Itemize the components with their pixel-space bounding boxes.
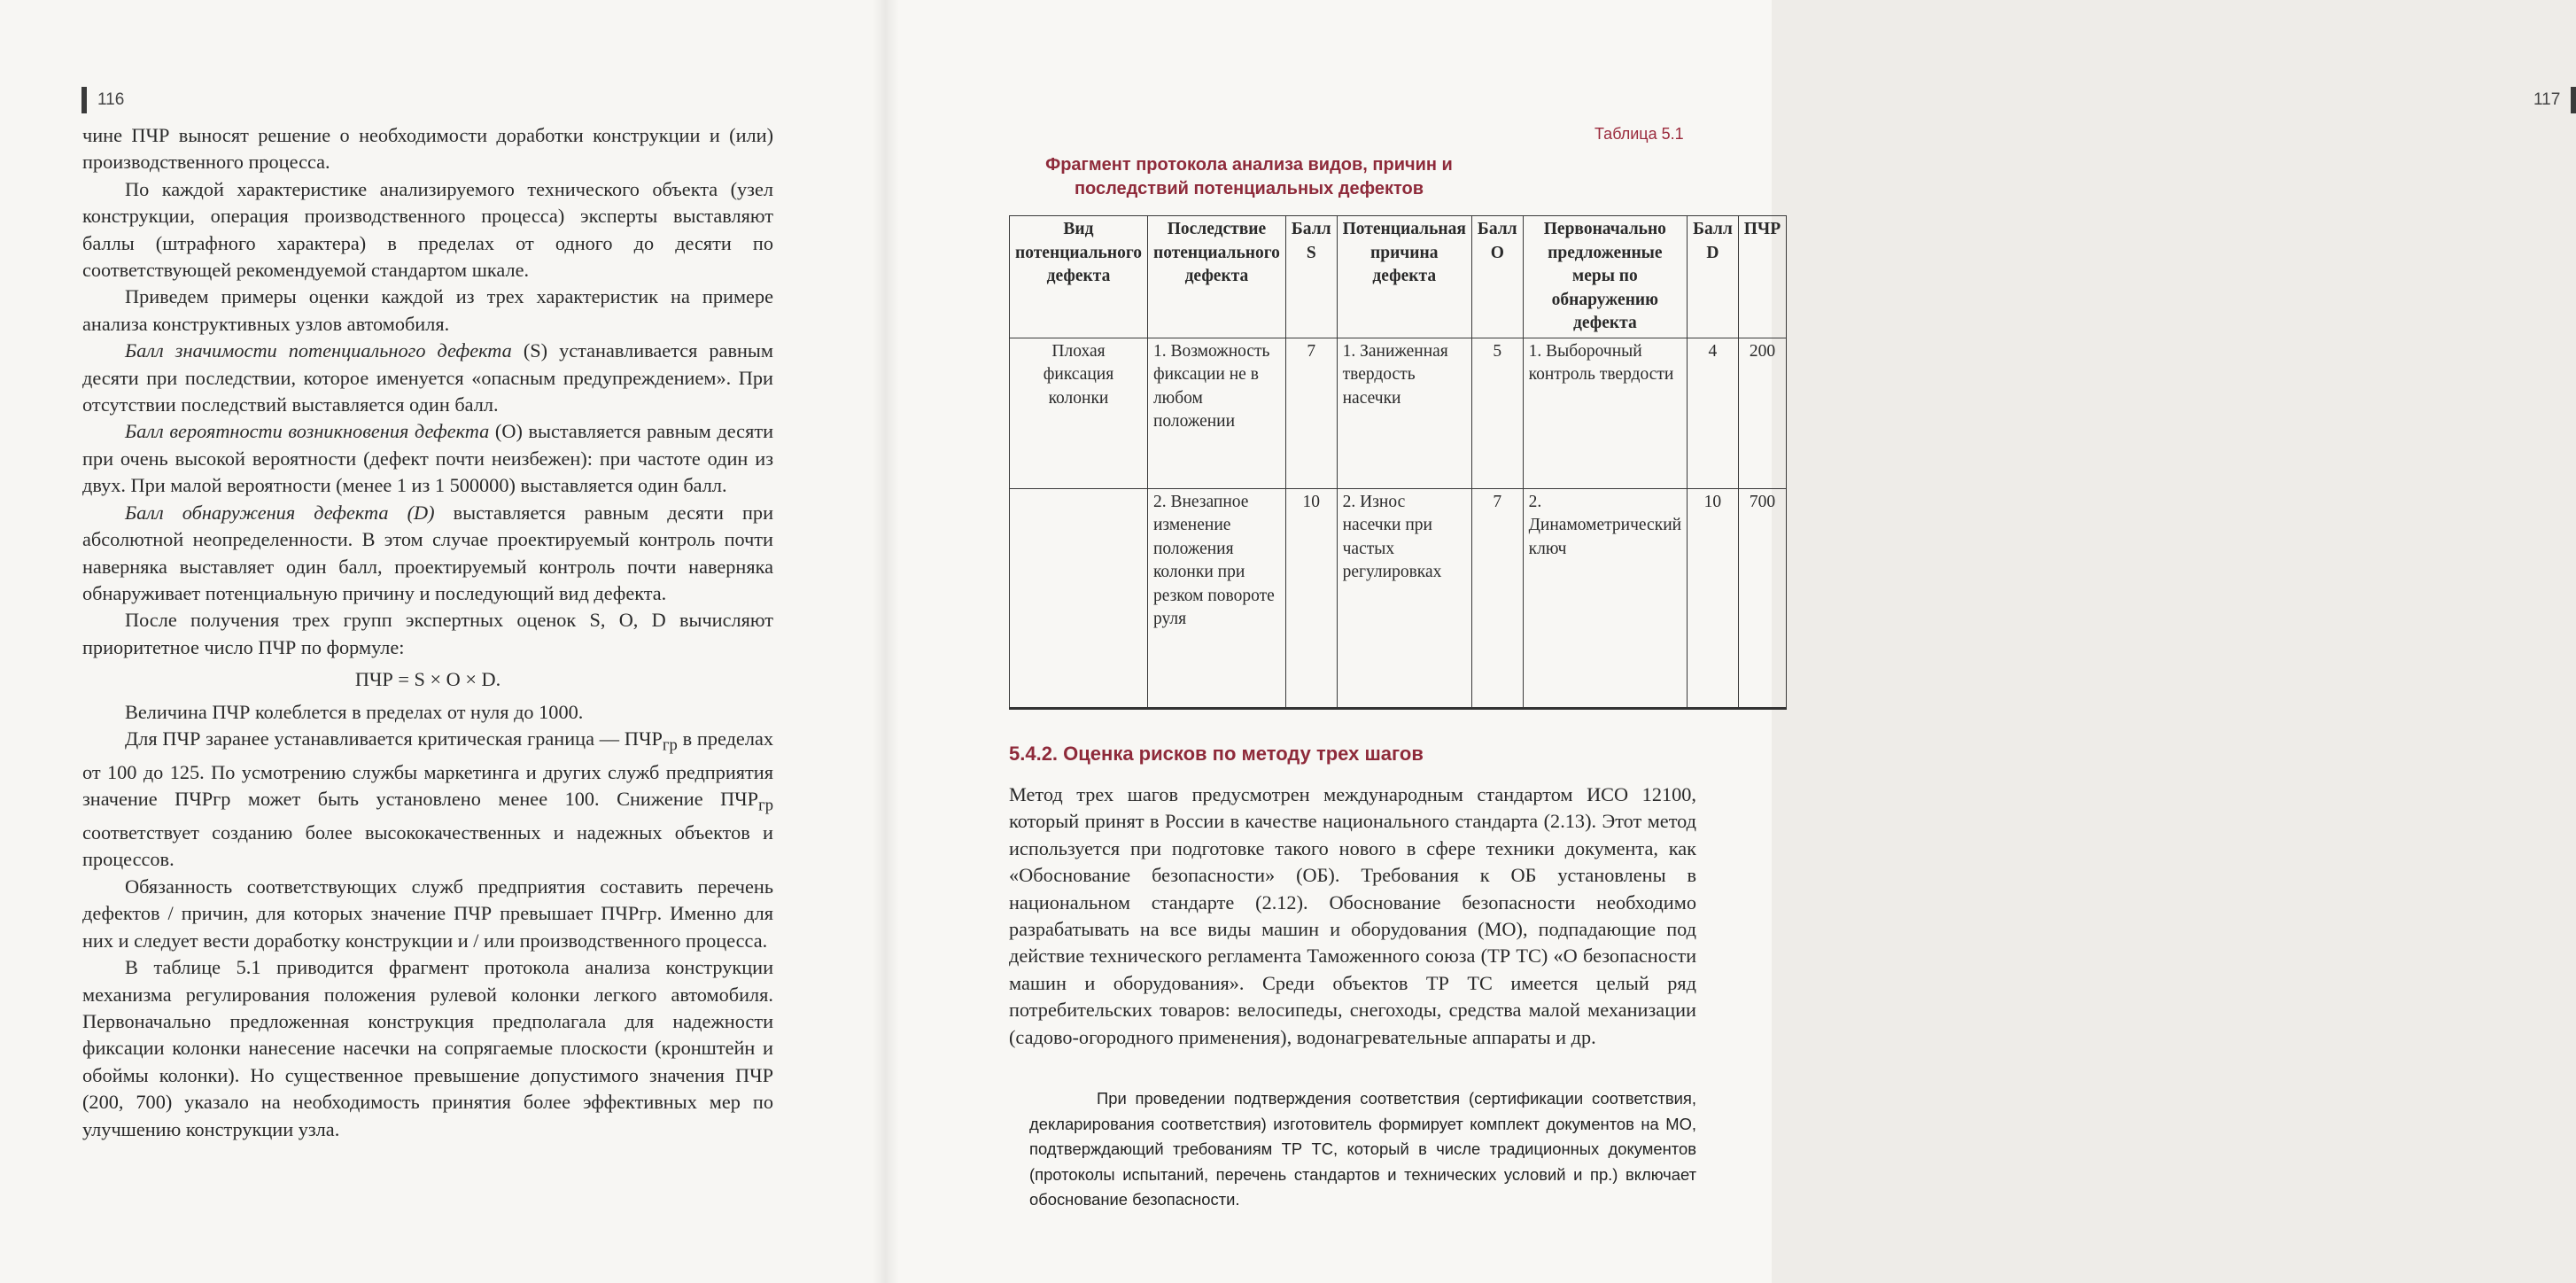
- formula: ПЧР = S × O × D.: [354, 668, 501, 691]
- paragraph-text: (O) выставляется равным десяти при очень высокой вероятности (дефект почти неизбежен): при частоте один из двух. При малой вероятности (менее 1 из 1 500000) выставляется один балл.: [82, 420, 773, 497]
- table-cell: [1010, 488, 1148, 708]
- paragraph-critical: [82, 726, 773, 874]
- page-number-text: 117: [2533, 90, 2561, 109]
- table-header-cell: Балл O: [1471, 216, 1523, 338]
- table-cell: 4: [1688, 338, 1739, 488]
- table-header-cell: ПЧР: [1738, 216, 1786, 338]
- note-paragraph: При проведении подтверждения соответствия (сертификации соответствия, декларирования соответствия) изготовитель формирует комплект документов на МО, подтверждающий требованиям ТР ТС, который в числе традиционных документов (протоколы испытаний, перечень стандартов и технических условий и пр.) включает обоснование безопасности.: [1029, 1089, 1696, 1209]
- paragraph: После получения трех групп экспертных оценок S, O, D вычисляют приоритетное число ПЧР по формуле:: [82, 609, 773, 658]
- table-header-cell: Потенциальная причина дефекта: [1337, 216, 1471, 338]
- table-caption: Таблица 5.1: [1594, 125, 1684, 143]
- paragraph-text: в пределах от 100 до 125. По усмотрению службы маркетинга и других служб предприятия значение ПЧРгр может быть установлено менее 100. Снижение ПЧР: [82, 727, 773, 811]
- paragraph-text: (S) устанавливается равным десяти при последствии, которое именуется «опасным предупреждением». При отсутствии последствий выставляется один балл.: [82, 339, 773, 416]
- right-body-text: [1009, 781, 1696, 1051]
- paragraph-s-score: [82, 338, 773, 418]
- book-gutter: [873, 0, 899, 1283]
- table-cell: 2. Динамометрический ключ: [1523, 488, 1687, 708]
- table-header-row: [1010, 216, 1787, 338]
- paragraph: Метод трех шагов предусмотрен международным стандартом ИСО 12100, который принят в России в качестве национального стандарта (2.13). Этот метод используется при подготовке такого нового в сфере техники документа, как «Обоснование безопасности» (ОБ). Требования к ОБ установлены в национальном стандарте (2.12). Обоснование безопасности необходимо разрабатывать на все виды машин и оборудования (МО), подпадающие под действие технического регламента Таможенного союза (ТР ТС) «О безопасности машин и оборудования». Среди объектов ТР ТС имеется целый ряд потребительских товаров: велосипеды, снегоходы, средства малой механизации (садово-огородного применения), водонагревательные аппараты и др.: [1009, 783, 1696, 1048]
- table-cell: 10: [1688, 488, 1739, 708]
- left-page: [0, 0, 886, 1283]
- term-s: Балл значимости потенциального дефекта: [125, 339, 512, 362]
- table-header-cell: Балл D: [1688, 216, 1739, 338]
- table-header-cell: Последствие потенциального дефекта: [1147, 216, 1285, 338]
- paragraph-text: Для ПЧР заранее устанавливается критическая граница — ПЧР: [125, 727, 663, 750]
- page-marker-bar: [81, 87, 87, 113]
- table-cell: 10: [1285, 488, 1337, 708]
- subscript: гр: [662, 735, 678, 755]
- paragraph: По каждой характеристике анализируемого технического объекта (узел конструкции, операция производственного процесса) эксперты выставляют баллы (штрафного характера) в пределах от одного до десяти по соответствующей рекомендуемой стандартом шкале.: [82, 177, 773, 282]
- page-number-right: [2533, 87, 2576, 113]
- left-body-text: [82, 122, 773, 1143]
- term-d: Балл обнаружения дефекта (D): [125, 501, 435, 524]
- table-header-cell: Вид потенциального дефекта: [1010, 216, 1148, 338]
- table-cell: 1. Заниженная твердость насечки: [1337, 338, 1471, 488]
- table-header-cell: Первоначально предложенные меры по обнаружению дефекта: [1523, 216, 1687, 338]
- section-heading: 5.4.2. Оценка рисков по методу трех шагов: [1009, 743, 1424, 765]
- table-header-cell: Балл S: [1285, 216, 1337, 338]
- paragraph: Обязанность соответствующих служб предприятия составить перечень дефектов / причин, для которых значение ПЧР превышает ПЧРгр. Именно для них и следует вести доработку конструкции и / или производственного процесса.: [82, 875, 773, 952]
- paragraph: Приведем примеры оценки каждой из трех характеристик на примере анализа конструктивных узлов автомобиля.: [82, 285, 773, 335]
- paragraph-text: соответствует созданию более высококачественных и надежных объектов и процессов.: [82, 821, 773, 871]
- table-cell: 5: [1471, 338, 1523, 488]
- paragraph-d-score: [82, 500, 773, 608]
- table-cell: 700: [1738, 488, 1786, 708]
- page-number-left: [81, 87, 124, 113]
- table-title: Фрагмент протокола анализа видов, причин и последствий потенциальных дефектов: [1045, 155, 1453, 198]
- page-number-text: 116: [97, 90, 125, 109]
- table-row: [1010, 488, 1787, 708]
- table-cell: 2. Внезапное изменение положения колонки при резком повороте руля: [1147, 488, 1285, 708]
- table-cell: 2. Износ насечки при частых регулировках: [1337, 488, 1471, 708]
- table-row: [1010, 338, 1787, 488]
- paragraph-o-score: [82, 418, 773, 499]
- paragraph: чине ПЧР выносят решение о необходимости доработки конструкции и (или) производственного процесса.: [82, 124, 773, 174]
- table-cell: 1. Возможность фиксации не в любом положении: [1147, 338, 1285, 488]
- fmea-table: [1009, 215, 1787, 710]
- table-cell: Плохая фиксация колонки: [1010, 338, 1148, 488]
- table-cell: 1. Выборочный контроль твердости: [1523, 338, 1687, 488]
- paragraph: Величина ПЧР колеблется в пределах от нуля до 1000.: [125, 700, 584, 723]
- page-marker-bar: [2571, 87, 2576, 113]
- table-cell: 7: [1471, 488, 1523, 708]
- paragraph: В таблице 5.1 приводится фрагмент протокола анализа конструкции механизма регулирования положения рулевой колонки легкого автомобиля. Первоначально предложенная конструкция предполагала для надежности фиксации колонки нанесение насечки на сопрягаемые плоскости (кронштейн и обоймы колонки). Но существенное превышение допустимого значения ПЧР (200, 700) указало на необходимость принятия более эффективных мер по улучшению конструкции узла.: [82, 956, 773, 1140]
- table-cell: 7: [1285, 338, 1337, 488]
- table-cell: 200: [1738, 338, 1786, 488]
- paragraph-text: выставляется равным десяти при абсолютной неопределенности. В этом случае проектируемый контроль почти наверняка выставляет один балл, проектируемый контроль почти наверняка обнаруживает потенциальную причину и последующий вид дефекта.: [82, 501, 774, 604]
- term-o: Балл вероятности возникновения дефекта: [125, 420, 490, 443]
- subscript: гр: [758, 796, 773, 815]
